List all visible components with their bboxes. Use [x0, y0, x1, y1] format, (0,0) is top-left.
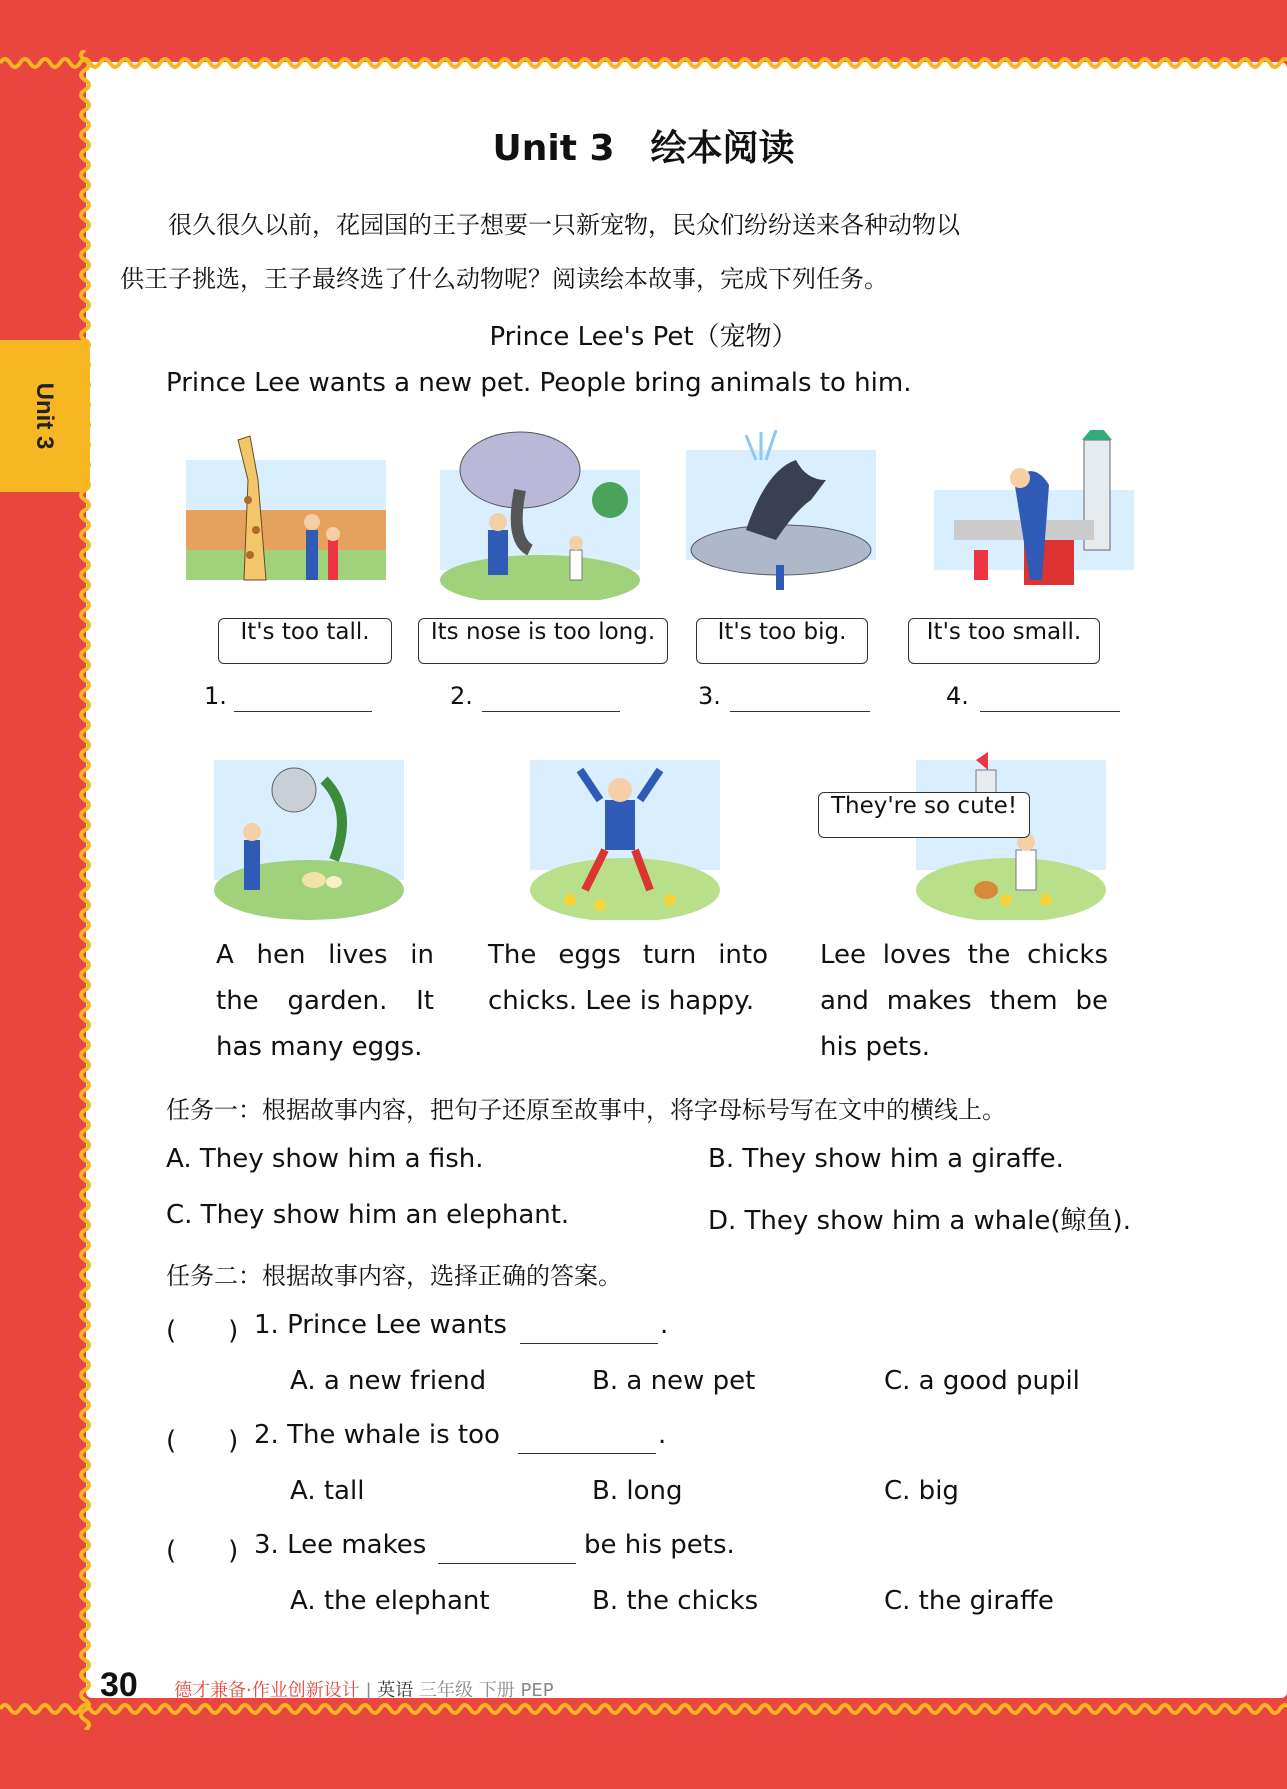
speech-bubble-whale: It's too big. [696, 618, 868, 664]
footer-volume: 下册 [478, 1680, 515, 1701]
task-one-option-d: D. They show him a whale(鲸鱼). [708, 1206, 1131, 1236]
footer-grade: 三年级 [419, 1680, 474, 1701]
question-2-choice-a[interactable]: A. tall [290, 1476, 365, 1506]
footer-series [174, 1676, 554, 1702]
story-line-1: Prince Lee wants a new pet. People bring animals to him. [166, 368, 912, 398]
question-3-choice-c[interactable]: C. the giraffe [884, 1586, 1054, 1616]
question-1-choice-b[interactable]: B. a new pet [592, 1366, 756, 1396]
question-1-stem: 1. Prince Lee wants [254, 1310, 507, 1340]
giraffe-illustration [186, 430, 386, 600]
small-animal-illustration [934, 430, 1134, 600]
footer-subject: 英语 [377, 1680, 414, 1701]
question-3-end: be his pets. [584, 1530, 735, 1560]
answer-blank-4[interactable] [980, 710, 1120, 712]
speech-bubble-elephant: Its nose is too long. [418, 618, 668, 664]
answer-blank-2[interactable] [482, 710, 620, 712]
unit-side-tab[interactable] [0, 340, 90, 492]
speech-bubble-small: It's too small. [908, 618, 1100, 664]
blank-label-3: 3. [698, 682, 721, 710]
task-one-heading: 任务一：根据故事内容，把句子还原至故事中，将字母标号写在文中的横线上。 [166, 1096, 1006, 1124]
intro-line-2: 供王子挑选，王子最终选了什么动物呢？阅读绘本故事，完成下列任务。 [120, 265, 888, 293]
question-2-paren[interactable]: ( ) [166, 1426, 239, 1456]
unit-side-tab-label: Unit 3 [31, 382, 58, 450]
question-2-end: . [658, 1420, 667, 1450]
intro-line-1: 很久很久以前，花园国的王子想要一只新宠物，民众们纷纷送来各种动物以 [168, 211, 960, 239]
question-2-stem: 2. The whale is too [254, 1420, 500, 1450]
chicks-hatch-illustration [530, 750, 720, 920]
hen-garden-illustration [214, 750, 404, 920]
answer-blank-3[interactable] [730, 710, 870, 712]
question-3-stem: 3. Lee makes [254, 1530, 427, 1560]
question-1-choice-c[interactable]: C. a good pupil [884, 1366, 1080, 1396]
question-2-blank [518, 1452, 656, 1454]
page-title: Unit 3 绘本阅读 [492, 128, 795, 169]
task-one-option-a: A. They show him a fish. [166, 1144, 484, 1174]
footer-separator: | [365, 1680, 372, 1701]
page-number: 30 [100, 1666, 138, 1704]
caption-chicks: Lee loves the chicks and makes them be his pets. [820, 940, 1108, 1062]
whale-fountain-illustration [686, 430, 876, 600]
question-1-end: . [660, 1310, 669, 1340]
task-one-option-c: C. They show him an elephant. [166, 1200, 570, 1230]
question-3-paren[interactable]: ( ) [166, 1536, 239, 1566]
blank-label-4: 4. [946, 682, 969, 710]
story-title: Prince Lee's Pet（宠物） [489, 322, 798, 352]
elephant-illustration [440, 430, 640, 600]
task-two-heading: 任务二：根据故事内容，选择正确的答案。 [166, 1262, 622, 1290]
question-3-choice-b[interactable]: B. the chicks [592, 1586, 759, 1616]
question-3-blank [438, 1562, 576, 1564]
footer-edition: PEP [520, 1680, 554, 1701]
task-one-option-b: B. They show him a giraffe. [708, 1144, 1064, 1174]
speech-bubble-giraffe: It's too tall. [218, 618, 392, 664]
caption-hen: A hen lives in the garden. It has many eggs. [216, 940, 434, 1062]
question-2-choice-b[interactable]: B. long [592, 1476, 683, 1506]
question-1-paren[interactable]: ( ) [166, 1316, 239, 1346]
question-3-choice-a[interactable]: A. the elephant [290, 1586, 490, 1616]
footer-series-name: 德才兼备·作业创新设计 [174, 1680, 360, 1701]
blank-label-1: 1. [204, 682, 227, 710]
caption-eggs: The eggs turn into chicks. Lee is happy. [488, 940, 768, 1016]
speech-bubble-cute: They're so cute! [818, 792, 1030, 838]
question-1-blank [520, 1342, 658, 1344]
question-2-choice-c[interactable]: C. big [884, 1476, 959, 1506]
question-1-choice-a[interactable]: A. a new friend [290, 1366, 487, 1396]
blank-label-2: 2. [450, 682, 473, 710]
answer-blank-1[interactable] [234, 710, 372, 712]
